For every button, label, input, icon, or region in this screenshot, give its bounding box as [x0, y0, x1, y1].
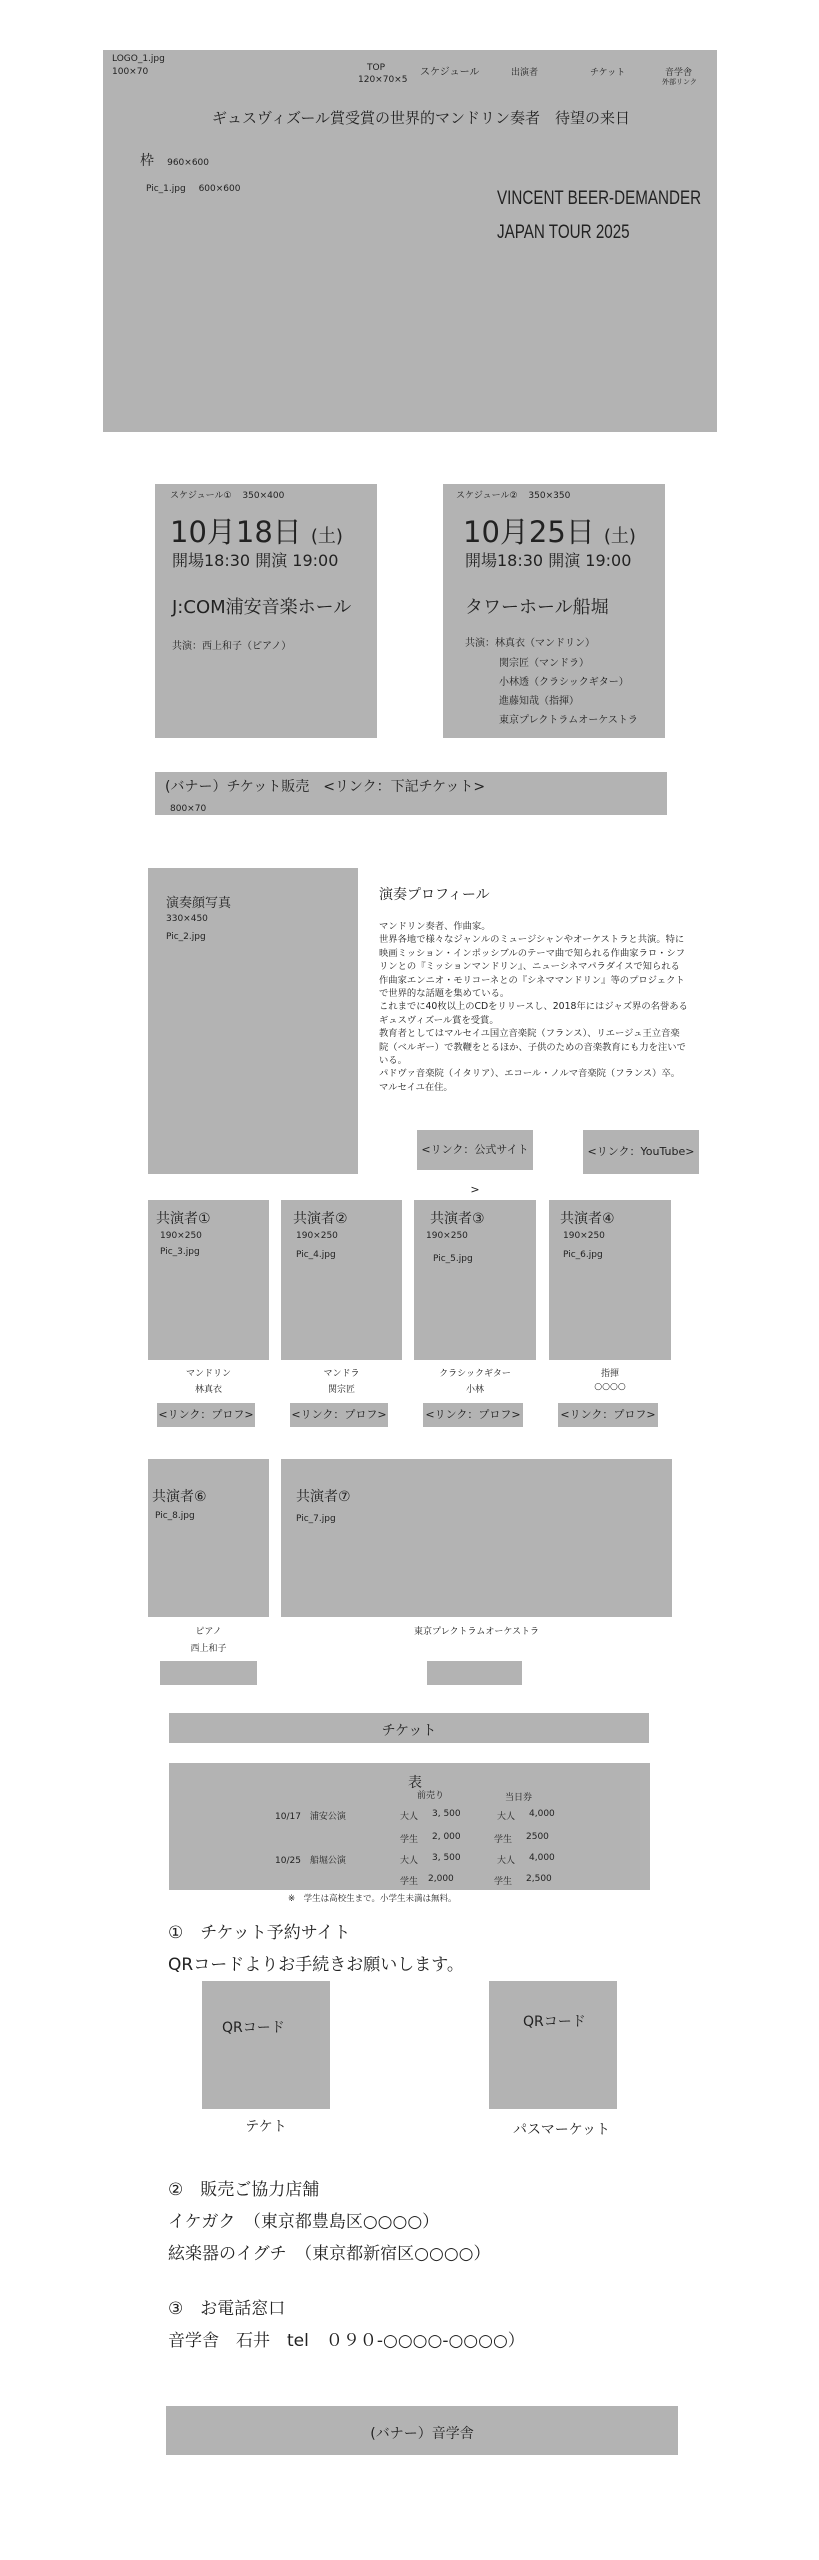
profile-text: マンドリン奏者、作曲家。 世界各地で様々なジャンルのミュージシャンやオーケストラと共演。特に 映画ミッション・インポッシブルのテーマ曲で知られる作曲家ラロ・シフ リンとの『ミッションマンドリン』、ニューシネマパラダイスで知られる 作曲家エンニオ・モリコーネとの『シネママンドリン』等のプロジェクト で世界的な話題を集めている。 これまでに40枚以上のCDをリリースし、2018年にはジャズ界の名誉ある ギュスヴィズール賞を受賞。 教育者としてはマルセイユ国立音楽院（フランス）、リエージュ王立音楽 院（ベルギー）で教鞭をとるほか、子供のための音楽教育にも力を注いで いる。 パドヴァ音楽院（イタリア）、エコール・ノルマ音楽院（フランス）卒。 マルセイユ在住。: [379, 921, 688, 1093]
qr-code-tekete-label: QRコード: [222, 2020, 285, 2036]
nav-item-external-link-note: 外部リンク: [662, 78, 697, 86]
ticket-row-2-cat2: 学生: [494, 1835, 513, 1845]
ticket-row-2-cat: 学生: [400, 1835, 419, 1845]
performer-6-title: 共演者⑥: [152, 1489, 207, 1505]
store-2: 絃楽器のイグチ （東京都新宿区○○○○）: [168, 2244, 491, 2264]
performer-6-file: Pic_8.jpg: [155, 1511, 195, 1521]
ticket-row-3-cat: 大人: [400, 1856, 419, 1866]
ticket-row-3-event: 10/25 船堀公演: [275, 1856, 346, 1866]
frame-size: 960×600: [167, 158, 209, 168]
ticket-row-2-adv: 2, 000: [432, 1832, 461, 1842]
nav-item-ticket[interactable]: チケット: [590, 68, 626, 78]
ticket-banner-size: 800×70: [170, 804, 207, 814]
performer-6-role: ピアノ: [195, 1627, 222, 1637]
ticket-banner-text: (バナー）チケット販売 <リンク：下記チケット>: [165, 779, 486, 795]
site-passmarket-label[interactable]: パスマーケット: [512, 2122, 611, 2138]
schedule-2-cast-4: 進藤知哉（指揮）: [499, 696, 579, 707]
schedule-1-date: 10月18日 (土): [170, 515, 343, 549]
performer-7-profile-link[interactable]: [427, 1661, 522, 1685]
performer-3-profile-link[interactable]: <リンク：プロフ>: [423, 1403, 523, 1427]
schedule-2-date: 10月25日 (土): [463, 515, 636, 549]
performer-2-role: マンドラ: [323, 1369, 360, 1379]
hero-headline: ギュスヴィズール賞受賞の世界的マンドリン奏者 待望の来日: [212, 109, 631, 127]
site-tekete-label[interactable]: テケト: [245, 2119, 287, 2135]
ticket-row-1-door: 4,000: [529, 1809, 555, 1819]
performer-1-profile-link[interactable]: <リンク：プロフ>: [157, 1403, 255, 1427]
hero-pic-size: 600×600: [198, 184, 241, 194]
schedule-2-label: スケジュール② 350×350: [456, 491, 571, 501]
tour-title-line2: JAPAN TOUR 2025: [497, 222, 630, 243]
ticket-row-3-cat2: 大人: [497, 1856, 516, 1866]
hero-pic-file: Pic_1.jpg: [146, 184, 186, 194]
ticket-row-1-cat: 大人: [400, 1812, 419, 1822]
performer-2-profile-link[interactable]: <リンク：プロフ>: [290, 1403, 388, 1427]
nav-item-performers[interactable]: 出演者: [511, 68, 539, 78]
main-performer-photo-file: Pic_2.jpg: [166, 932, 206, 942]
ticket-note: ※ 学生は高校生まで。小学生未満は無料。: [288, 1894, 457, 1904]
schedule-2-cast-3: 小林透（クラシックギター）: [499, 677, 629, 688]
nav-item-top[interactable]: TOP: [366, 63, 385, 73]
performer-2-title: 共演者②: [293, 1211, 348, 1227]
stores-heading: ② 販売ご協力店舗: [168, 2180, 320, 2200]
schedule-2-cast-2: 関宗匠（マンドラ）: [499, 658, 589, 669]
logo-label[interactable]: LOGO_1.jpg: [112, 54, 165, 64]
performer-7-file: Pic_7.jpg: [296, 1514, 336, 1524]
phone-text: 音学舎 石井 tel ０９０-○○○○-○○○○）: [168, 2331, 525, 2351]
performer-3-file: Pic_5.jpg: [433, 1254, 473, 1264]
performer-7-role: 東京プレクトラムオーケストラ: [413, 1627, 539, 1637]
ticket-col-advance: 前売り: [417, 1791, 445, 1801]
phone-heading: ③ お電話窓口: [168, 2299, 286, 2319]
performer-card-6: [148, 1459, 269, 1617]
schedule-2-cast-5: 東京プレクトラムオーケストラ: [499, 715, 638, 726]
qr-code-passmarket-label: QRコード: [523, 2014, 586, 2030]
ticket-row-4-cat: 学生: [400, 1877, 419, 1887]
frame-label: [140, 150, 209, 170]
tour-title-line1: VINCENT BEER-DEMANDER: [497, 188, 702, 209]
nav-item-schedule[interactable]: スケジュール: [420, 67, 480, 78]
performer-3-role: クラシックギター: [439, 1369, 511, 1379]
main-performer-photo-size: 330×450: [166, 914, 208, 924]
performer-6-profile-link[interactable]: [160, 1661, 257, 1685]
performer-2-name: 関宗匠: [327, 1385, 355, 1395]
performer-1-name: 林真衣: [194, 1385, 222, 1395]
ticket-row-3-adv: 3, 500: [432, 1853, 461, 1863]
schedule-1-time: 開場18:30 開演 19:00: [172, 551, 339, 570]
performer-4-title: 共演者④: [560, 1211, 615, 1227]
performer-6-name: 西上和子: [190, 1644, 227, 1654]
ticket-row-1-cat2: 大人: [497, 1812, 516, 1822]
ticket-row-2-door: 2500: [526, 1832, 549, 1842]
frame-label-text: 枠: [140, 153, 154, 169]
schedule-2-time: 開場18:30 開演 19:00: [465, 551, 632, 570]
performer-4-size: 190×250: [563, 1231, 605, 1241]
qr-code-passmarket[interactable]: [489, 1981, 617, 2109]
schedule-2-cast-1: 共演：林真衣（マンドリン）: [465, 638, 595, 649]
reservation-subtext: QRコードよりお手続きお願いします。: [168, 1955, 464, 1975]
performer-2-size: 190×250: [296, 1231, 338, 1241]
performer-3-size: 190×250: [426, 1231, 468, 1241]
performer-4-profile-link[interactable]: <リンク：プロフ>: [558, 1403, 658, 1427]
performer-7-title: 共演者⑦: [296, 1489, 351, 1505]
schedule-1-venue: J:COM浦安音楽ホール: [172, 597, 352, 618]
ticket-row-1-event: 10/17 浦安公演: [275, 1812, 346, 1822]
ticket-row-3-door: 4,000: [529, 1853, 555, 1863]
hero-pic-label: [146, 184, 240, 194]
schedule-1-label: スケジュール① 350×400: [170, 491, 285, 501]
performer-3-title: 共演者③: [430, 1211, 485, 1227]
ticket-row-1-adv: 3, 500: [432, 1809, 461, 1819]
profile-title: 演奏プロフィール: [379, 887, 490, 903]
schedule-2-venue: タワーホール船堀: [465, 597, 609, 618]
nav-item-top-size: 120×70×5: [358, 75, 408, 85]
ticket-row-4-cat2: 学生: [494, 1877, 513, 1887]
performer-1-file: Pic_3.jpg: [160, 1247, 200, 1257]
performer-1-title: 共演者①: [156, 1211, 211, 1227]
nav-item-ongakusha[interactable]: 音学舎: [665, 68, 693, 78]
ticket-table-title: 表: [408, 1775, 422, 1791]
ticket-col-door: 当日券: [505, 1793, 533, 1803]
performer-4-file: Pic_6.jpg: [563, 1250, 603, 1260]
store-1: イケガク （東京都豊島区○○○○）: [168, 2212, 440, 2232]
main-performer-photo-label: 演奏顔写真: [166, 896, 232, 911]
performer-1-size: 190×250: [160, 1231, 202, 1241]
qr-code-tekete[interactable]: [202, 1981, 330, 2109]
youtube-link[interactable]: <リンク：YouTube>: [583, 1130, 699, 1174]
performer-1-role: マンドリン: [185, 1369, 231, 1379]
ticket-header: チケット: [381, 1723, 437, 1739]
performer-2-file: Pic_4.jpg: [296, 1250, 336, 1260]
official-site-link[interactable]: <リンク：公式サイト>: [417, 1130, 533, 1170]
logo-size: 100×70: [112, 67, 149, 77]
schedule-1-cast: 共演：西上和子（ピアノ）: [172, 641, 292, 652]
reservation-heading: ① チケット予約サイト: [168, 1923, 351, 1943]
performer-4-role: 指揮: [600, 1369, 619, 1379]
performer-card-7: [281, 1459, 672, 1617]
performer-3-name: 小林: [465, 1385, 484, 1395]
ticket-row-4-door: 2,500: [526, 1874, 552, 1884]
footer-banner-text: (バナー）音学舎: [370, 2426, 474, 2442]
ticket-row-4-adv: 2,000: [428, 1874, 454, 1884]
performer-4-name: ○○○○: [594, 1382, 626, 1392]
